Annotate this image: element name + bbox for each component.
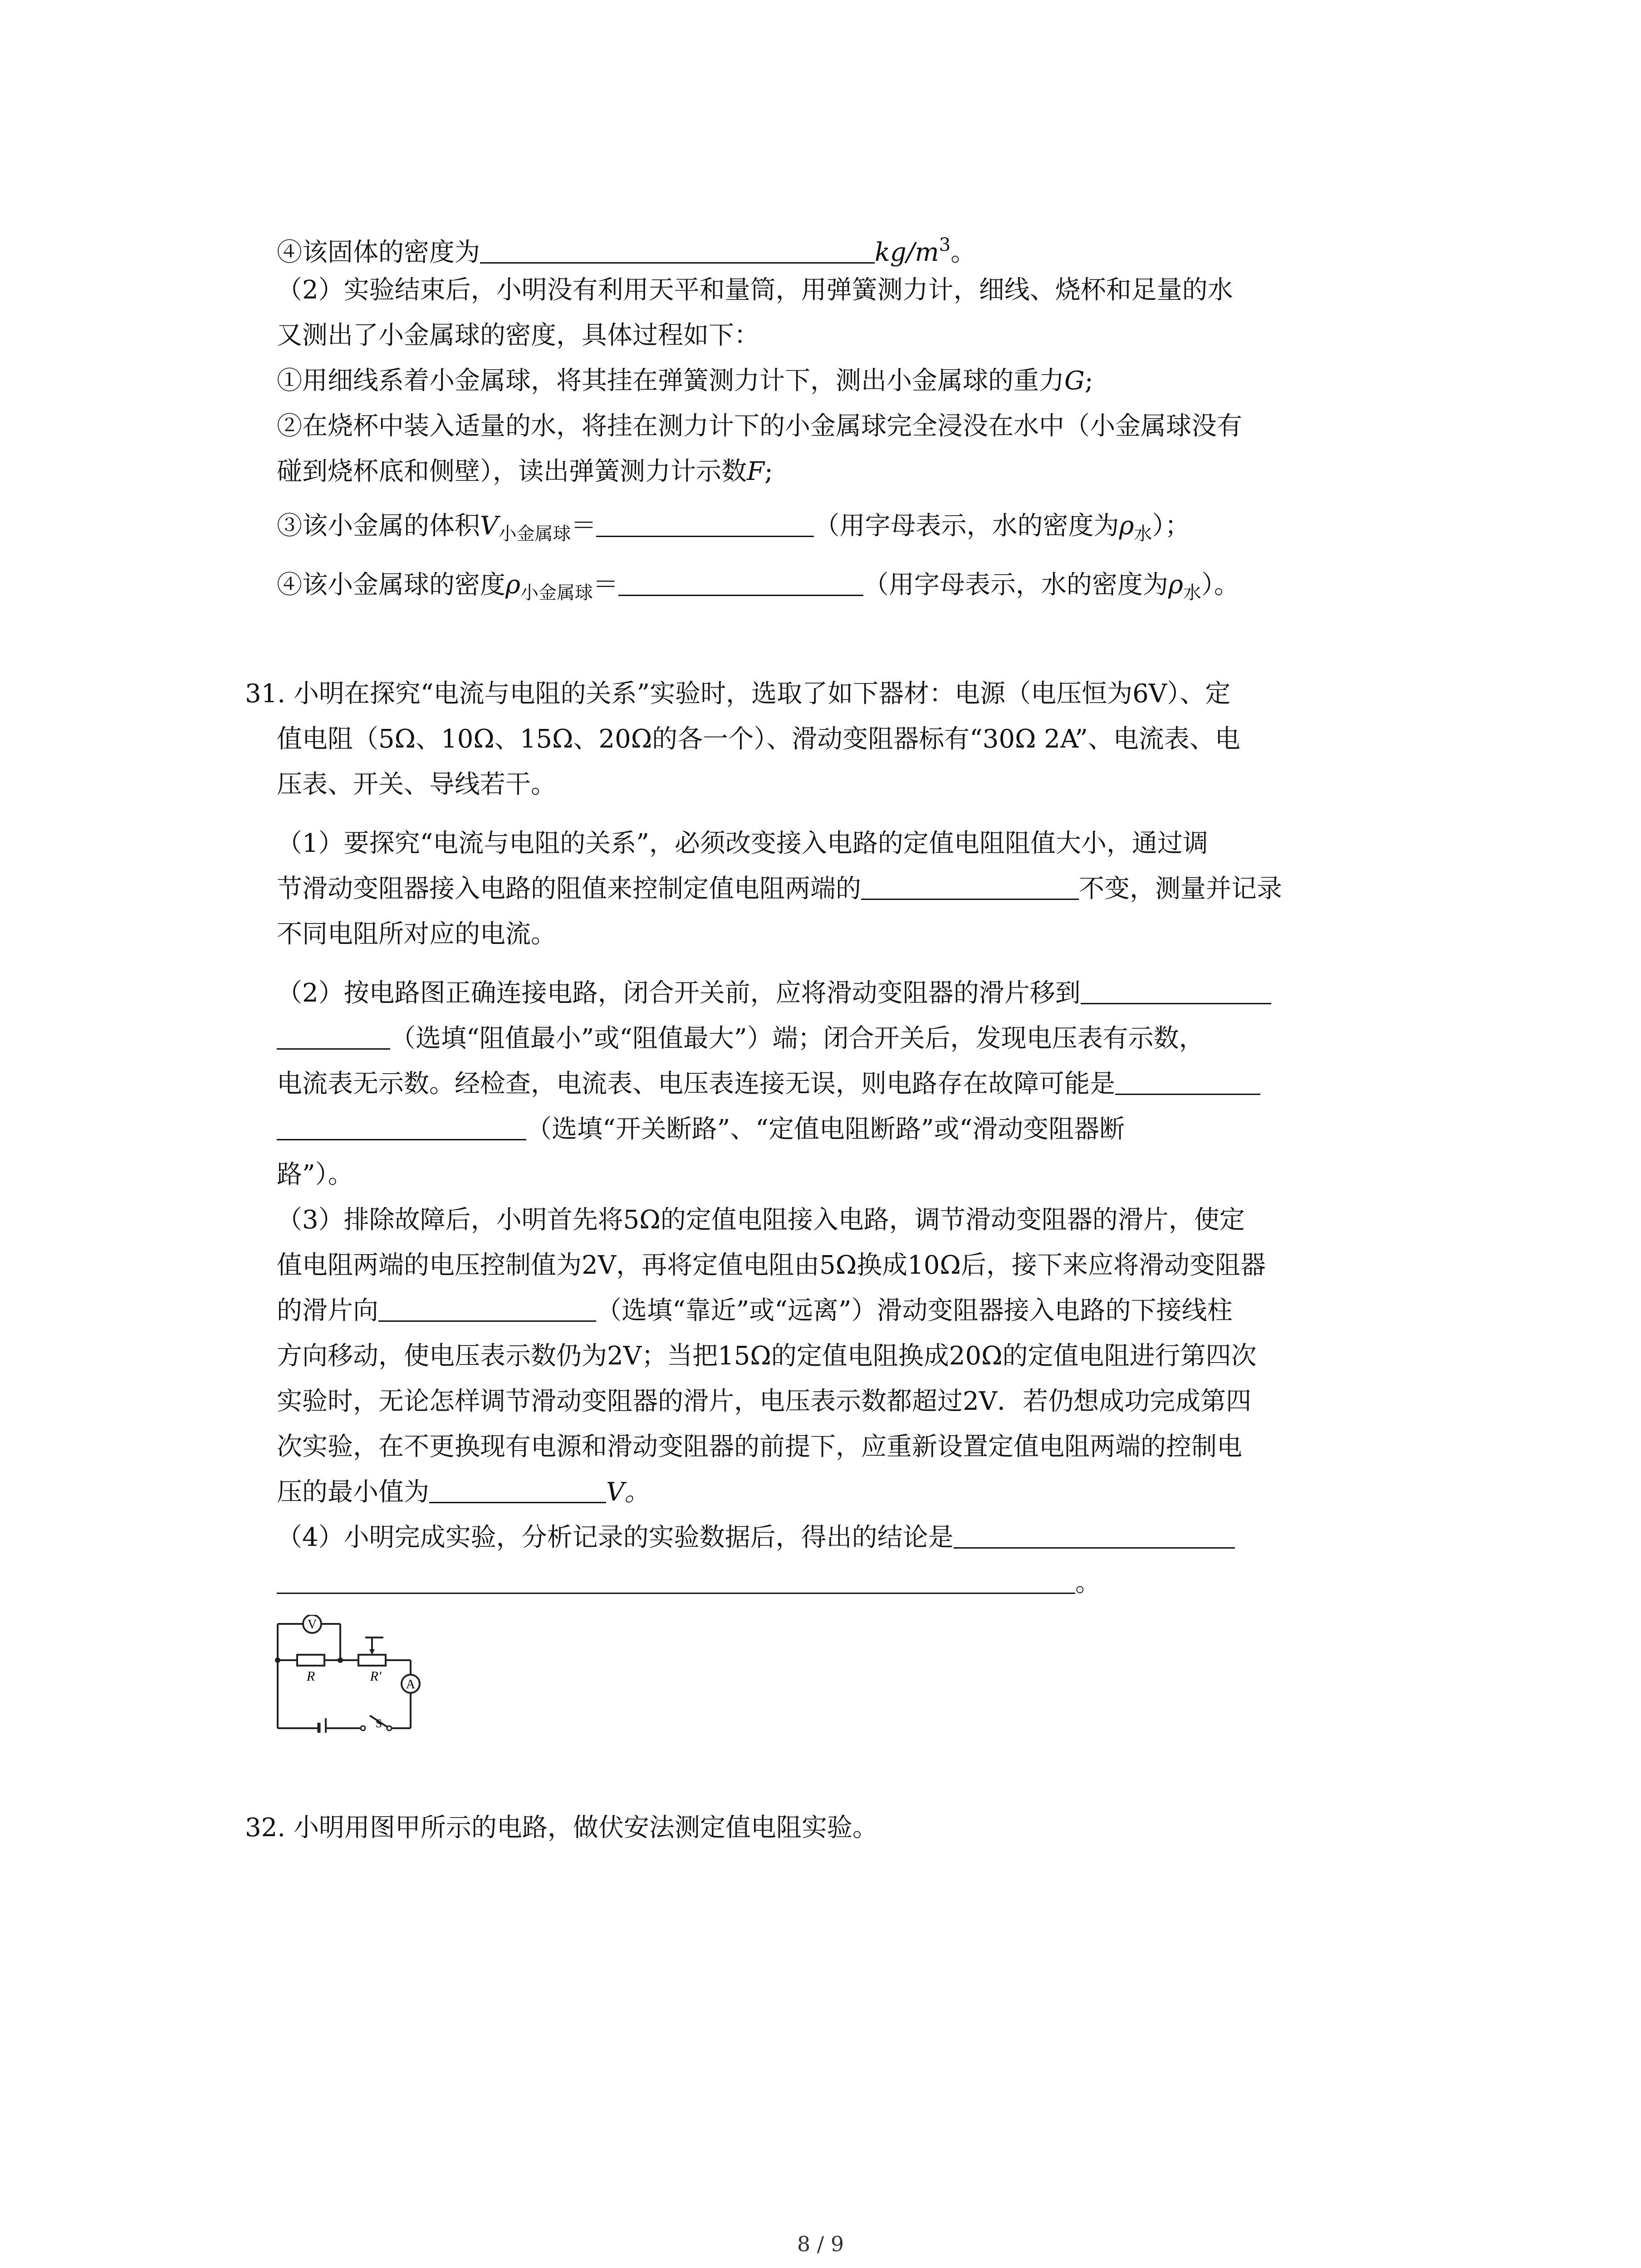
answer-blank[interactable] bbox=[596, 504, 814, 537]
q31-line-9: 电流表无示数。经检查，电流表、电压表连接无误，则电路存在故障可能是 bbox=[277, 1061, 1260, 1107]
q31-line-5: 节滑动变阻器接入电路的阻值来控制定值电阻两端的 不变，测量并记录 bbox=[277, 866, 1282, 912]
junction-dot bbox=[275, 1657, 280, 1663]
q31-line-6: 不同电阻所对应的电流。 bbox=[277, 919, 556, 949]
q31-line-3: 压表、开关、导线若干。 bbox=[277, 770, 556, 799]
q31-line-4: （1）要探究“电流与电阻的关系”，必须改变接入电路的定值电阻阻值大小，通过调 bbox=[277, 829, 1208, 858]
q30-line-5: ②在烧杯中装入适量的水，将挂在测力计下的小金属球完全浸没在水中（小金属球没有 bbox=[277, 411, 1242, 441]
q31-line-17: 次实验，在不更换现有电源和滑动变阻器的前提下，应重新设置定值电阻两端的控制电 bbox=[277, 1432, 1242, 1461]
q30-line-8: ④该小金属球的密度$\rho_{小金属球}=$ （用字母表示，水的密度为$\rho_水$）。 bbox=[277, 562, 1239, 616]
q31-line-13: 值电阻两端的电压控制值为2V，再将定值电阻由5Ω换成10Ω后，接下来应将滑动变阻器 bbox=[277, 1251, 1266, 1280]
answer-blank[interactable] bbox=[861, 867, 1079, 900]
ammeter-label: A bbox=[406, 1677, 416, 1691]
answer-blank[interactable] bbox=[429, 1470, 606, 1503]
rheostat-label: R' bbox=[370, 1669, 382, 1684]
answer-blank[interactable] bbox=[277, 1107, 526, 1140]
answer-blank[interactable] bbox=[277, 1561, 1075, 1594]
q31-line-1: 31. 小明在探究“电流与电阻的关系”实验时，选取了如下器材：电源（电压恒为6V）、定 bbox=[245, 679, 1231, 709]
q31-line-20: 。 bbox=[277, 1560, 1101, 1606]
answer-blank[interactable] bbox=[378, 1289, 596, 1322]
q31-line-8: （选填“阻值最小”或“阻值最大”）端；闭合开关后，发现电压表有示数， bbox=[277, 1016, 1205, 1061]
junction-dot bbox=[338, 1657, 343, 1663]
answer-blank[interactable] bbox=[480, 230, 875, 264]
q31-line-7: （2）按电路图正确连接电路，闭合开关前，应将滑动变阻器的滑片移到 bbox=[277, 971, 1271, 1016]
q30-line-4: ①用细线系着小金属球，将其挂在弹簧测力计下，测出小金属球的重力G; bbox=[277, 366, 1093, 396]
q30-line-2: （2）实验结束后，小明没有利用天平和量筒，用弹簧测力计，细线、烧杯和足量的水 bbox=[277, 275, 1233, 305]
q31-line-15: 方向移动，使电压表示数仍为2V；当把15Ω的定值电阻换成20Ω的定值电阻进行第四次 bbox=[277, 1341, 1257, 1371]
battery-icon bbox=[319, 1718, 326, 1733]
answer-blank[interactable] bbox=[618, 563, 863, 596]
voltmeter-label: V bbox=[307, 1618, 317, 1632]
q30-line-3: 又测出了小金属球的密度，具体过程如下： bbox=[277, 321, 759, 350]
q32-line-1: 32. 小明用图甲所示的电路，做伏安法测定值电阻实验。 bbox=[245, 1813, 878, 1843]
q30-line-1: ④该固体的密度为 $kg/m^3$。 bbox=[277, 222, 976, 275]
answer-blank[interactable] bbox=[1081, 971, 1271, 1004]
q31-line-2: 值电阻（5Ω、10Ω、15Ω、20Ω的各一个）、滑动变阻器标有“30Ω 2A”、电流表、电 bbox=[277, 724, 1240, 754]
switch-contact bbox=[361, 1726, 365, 1730]
answer-blank[interactable] bbox=[954, 1515, 1235, 1549]
answer-blank[interactable] bbox=[277, 1017, 390, 1050]
circuit-diagram bbox=[272, 1615, 445, 1733]
resistor-label: R bbox=[306, 1669, 315, 1684]
q31-line-10: （选填“开关断路”、“定值电阻断路”或“滑动变阻器断 bbox=[277, 1107, 1125, 1152]
answer-blank[interactable] bbox=[1115, 1062, 1260, 1095]
q31-line-18: 压的最小值为 V。 bbox=[277, 1470, 650, 1515]
q31-line-19: （4）小明完成实验，分析记录的实验数据后，得出的结论是 bbox=[277, 1515, 1235, 1560]
switch-label: S bbox=[375, 1717, 382, 1730]
page-number: 8 / 9 bbox=[797, 2232, 844, 2256]
q31-line-12: （3）排除故障后，小明首先将5Ω的定值电阻接入电路，调节滑动变阻器的滑片，使定 bbox=[277, 1205, 1245, 1235]
q31-line-16: 实验时，无论怎样调节滑动变阻器的滑片，电压表示数都超过2V．若仍想成功完成第四 bbox=[277, 1387, 1252, 1416]
q30-line-7: ③该小金属的体积$V_{小金属球}=$ （用字母表示，水的密度为$\rho_水$）； bbox=[277, 503, 1190, 557]
q31-line-14: 的滑片向 （选填“靠近”或“远离”）滑动变阻器接入电路的下接线柱 bbox=[277, 1288, 1233, 1334]
q31-line-11: 路”）。 bbox=[277, 1160, 353, 1189]
switch-contact bbox=[387, 1726, 392, 1730]
q30-line-6: 碰到烧杯底和侧壁），读出弹簧测力计示数F; bbox=[277, 457, 773, 486]
